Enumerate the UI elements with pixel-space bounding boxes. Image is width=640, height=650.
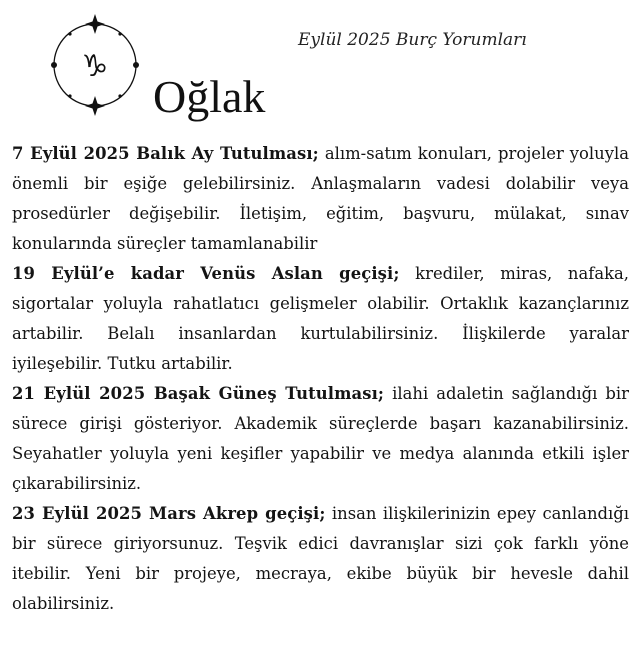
horoscope-body (12, 139, 629, 619)
section-heading: 7 Eylül 2025 Balık Ay Tutulması; (12, 144, 319, 163)
page-header (0, 0, 640, 130)
capricorn-zodiac-emblem-icon (42, 12, 148, 118)
section-heading: 21 Eylül 2025 Başak Güneş Tutulması; (12, 384, 385, 403)
section-moon-eclipse (12, 139, 629, 259)
capricorn-glyph: ♑ (81, 49, 109, 84)
section-venus-leo (12, 259, 629, 379)
section-heading: 19 Eylül’e kadar Venüs Aslan geçişi; (12, 264, 400, 283)
section-heading: 23 Eylül 2025 Mars Akrep geçişi; (12, 504, 326, 523)
section-text: insan ilişkilerinizin epey canlandığı bir sürece giriyorsunuz. Teşvik edici davranışlar sizi çok farklı yöne itebilir. Yeni bir projeye, mecraya, ekibe büyük bir hevesle dahil olabilirsiniz. (12, 504, 629, 613)
issue-title: Eylül 2025 Burç Yorumları (298, 30, 527, 50)
section-text: ilahi adaletin sağlandığı bir sürece girişi gösteriyor. Akademik süreçlerde başarı kazanabilirsiniz. Seyahatler yoluyla yeni keşifler yapabilir ve medya alanında etkili işler çıkarabilirsiniz. (12, 384, 629, 493)
sign-title: Oğlak (153, 71, 266, 122)
section-solar-eclipse (12, 379, 629, 499)
section-mars-scorpio (12, 499, 629, 619)
section-text: krediler, miras, nafaka, sigortalar yoluyla rahatlatıcı gelişmeler olabilir. Ortaklık kazançlarınız artabilir. Belalı insanlardan kurtulabilirsiniz. İlişkilerde yaralar iyileşebilir. Tutku artabilir. (12, 264, 629, 373)
section-text: alım-satım konuları, projeler yoluyla önemli bir eşiğe gelebilirsiniz. Anlaşmaların vadesi dolabilir veya prosedürler değişebilir. İletişim, eğitim, başvuru, mülakat, sınav konularında süreçler tamamlanabilir (12, 144, 629, 253)
